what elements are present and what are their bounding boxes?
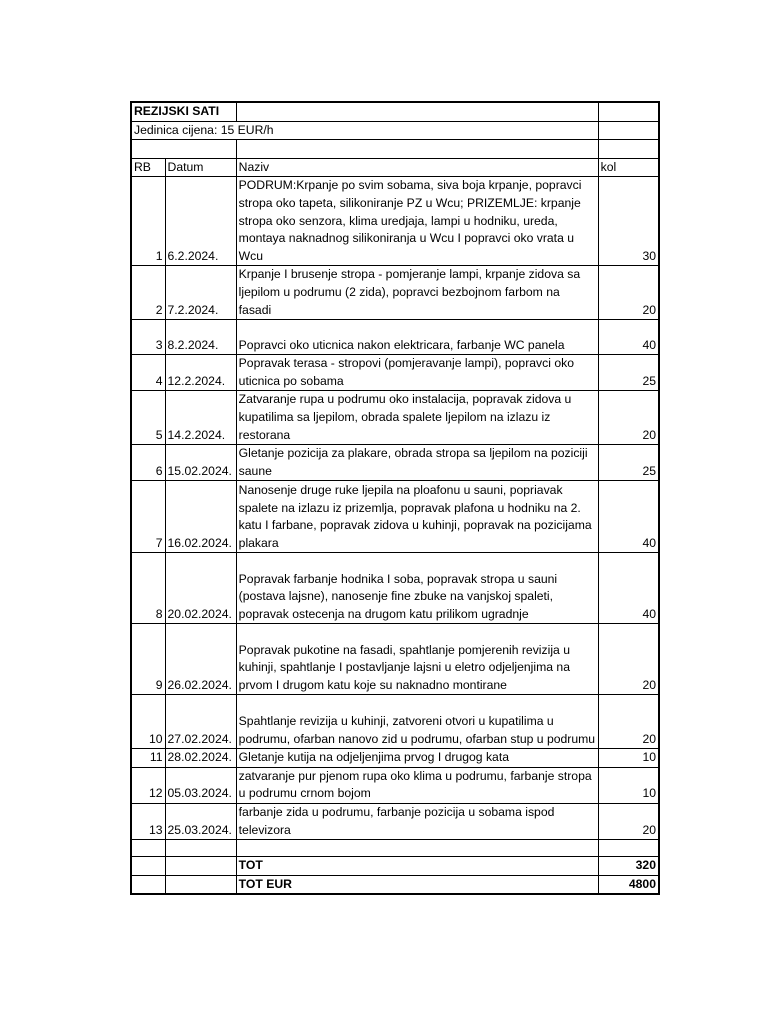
empty-cell	[131, 140, 236, 159]
sheet-title: REZIJSKI SATI	[131, 102, 236, 121]
row-quantity: 40	[598, 553, 659, 624]
row-quantity: 30	[598, 177, 659, 266]
table-row	[131, 804, 659, 840]
empty-cell	[598, 121, 659, 140]
empty-cell	[598, 102, 659, 121]
unit-price: Jedinica cijena: 15 EUR/h	[131, 121, 598, 140]
column-header-rb: RB	[131, 158, 165, 177]
total-eur-row	[131, 875, 659, 894]
row-quantity: 40	[598, 320, 659, 355]
row-quantity: 25	[598, 355, 659, 391]
row-number: 11	[131, 749, 165, 768]
empty-cell	[236, 102, 598, 121]
row-date: 6.2.2024.	[165, 177, 236, 266]
empty-cell	[131, 840, 165, 857]
row-date: 14.2.2024.	[165, 391, 236, 445]
empty-cell	[236, 140, 598, 159]
row-date: 8.2.2024.	[165, 320, 236, 355]
row-description: Popravci oko uticnica nakon elektricara, farbanje WC panela	[236, 320, 598, 355]
row-description: Popravak farbanje hodnika I soba, popravak stropa u sauni (postava lajsne), nanosenje fine zbuke na vanjskoj spaleti, popravak ostecenja na drugom katu prilikom ugradnje	[236, 553, 598, 624]
row-description: Zatvaranje rupa u podrumu oko instalacija, popravak zidova u kupatilima sa ljepilom, obrada spalete ljepilom na izlazu iz restorana	[236, 391, 598, 445]
row-date: 16.02.2024.	[165, 481, 236, 553]
row-quantity: 25	[598, 445, 659, 481]
hours-table	[130, 101, 660, 895]
unit-price-row	[131, 121, 659, 140]
row-quantity: 20	[598, 624, 659, 695]
row-number: 5	[131, 391, 165, 445]
row-description: zatvaranje pur pjenom rupa oko klima u podrumu, farbanje stropa u podrumu crnom bojom	[236, 767, 598, 803]
table-row	[131, 695, 659, 749]
row-number: 10	[131, 695, 165, 749]
total-label: TOT	[236, 857, 598, 876]
column-header-name: Naziv	[236, 158, 598, 177]
table-row	[131, 177, 659, 266]
row-date: 25.03.2024.	[165, 804, 236, 840]
row-description: Gletanje kutija na odjeljenjima prvog I drugog kata	[236, 749, 598, 768]
row-number: 9	[131, 624, 165, 695]
row-quantity: 40	[598, 481, 659, 553]
table-row	[131, 355, 659, 391]
empty-cell	[131, 875, 165, 894]
table-row	[131, 767, 659, 803]
row-date: 26.02.2024.	[165, 624, 236, 695]
row-quantity: 20	[598, 695, 659, 749]
row-number: 12	[131, 767, 165, 803]
total-hours: 320	[598, 857, 659, 876]
column-header-date: Datum	[165, 158, 236, 177]
table-row	[131, 445, 659, 481]
row-description: Popravak terasa - stropovi (pomjeravanje lampi), popravci oko uticnica po sobama	[236, 355, 598, 391]
row-description: Gletanje pozicija za plakare, obrada stropa sa ljepilom na poziciji saune	[236, 445, 598, 481]
row-number: 7	[131, 481, 165, 553]
row-quantity: 20	[598, 391, 659, 445]
table-row	[131, 624, 659, 695]
spacer-row	[131, 140, 659, 159]
empty-cell	[598, 140, 659, 159]
empty-cell	[165, 840, 236, 857]
row-number: 4	[131, 355, 165, 391]
table-row	[131, 391, 659, 445]
empty-cell	[598, 840, 659, 857]
row-number: 3	[131, 320, 165, 355]
table-row	[131, 266, 659, 320]
table-body	[131, 102, 659, 894]
total-row	[131, 857, 659, 876]
row-description: farbanje zida u podrumu, farbanje pozicija u sobama ispod televizora	[236, 804, 598, 840]
table-row	[131, 749, 659, 768]
row-date: 27.02.2024.	[165, 695, 236, 749]
column-header-row	[131, 158, 659, 177]
row-quantity: 20	[598, 266, 659, 320]
table-row	[131, 481, 659, 553]
total-eur-label: TOT EUR	[236, 875, 598, 894]
row-date: 05.03.2024.	[165, 767, 236, 803]
row-description: Krpanje I brusenje stropa - pomjeranje lampi, krpanje zidova sa ljepilom u podrumu (2 zida), popravci bezbojnom farbom na fasadi	[236, 266, 598, 320]
row-date: 12.2.2024.	[165, 355, 236, 391]
row-description: Nanosenje druge ruke ljepila na ploafonu u sauni, popriavak spalete na izlazu iz prizemlja, popravak plafona u hodniku na 2. katu I farbane, popravak zidova u kuhinji, popravak na pozicijama plakara	[236, 481, 598, 553]
title-row	[131, 102, 659, 121]
row-date: 28.02.2024.	[165, 749, 236, 768]
row-number: 8	[131, 553, 165, 624]
total-eur-value: 4800	[598, 875, 659, 894]
empty-cell	[165, 875, 236, 894]
row-number: 2	[131, 266, 165, 320]
row-description: Popravak pukotine na fasadi, spahtlanje pomjerenih revizija u kuhinji, spahtlanje I postavljanje lajsni u eletro odjeljenjima na prvom I drugom katu koje su naknadno montirane	[236, 624, 598, 695]
row-description: Spahtlanje revizija u kuhinji, zatvoreni otvori u kupatilima u podrumu, ofarban nanovo zid u podrumu, ofarban stup u podrumu	[236, 695, 598, 749]
row-date: 20.02.2024.	[165, 553, 236, 624]
spacer-row	[131, 840, 659, 857]
table-row	[131, 553, 659, 624]
row-number: 13	[131, 804, 165, 840]
row-quantity: 10	[598, 767, 659, 803]
column-header-qty: kol	[598, 158, 659, 177]
row-description: PODRUM:Krpanje po svim sobama, siva boja krpanje, popravci stropa oko tapeta, silikoniranje PZ u Wcu; PRIZEMLJE: krpanje stropa oko senzora, klima uredjaja, lampi u hodniku, ureda, montaya naknadnog silikoniranja u Wcu I popravci oko vrata u Wcu	[236, 177, 598, 266]
row-number: 1	[131, 177, 165, 266]
row-quantity: 20	[598, 804, 659, 840]
empty-cell	[236, 840, 598, 857]
row-date: 7.2.2024.	[165, 266, 236, 320]
table-row	[131, 320, 659, 355]
row-date: 15.02.2024.	[165, 445, 236, 481]
row-number: 6	[131, 445, 165, 481]
empty-cell	[131, 857, 165, 876]
empty-cell	[165, 857, 236, 876]
row-quantity: 10	[598, 749, 659, 768]
